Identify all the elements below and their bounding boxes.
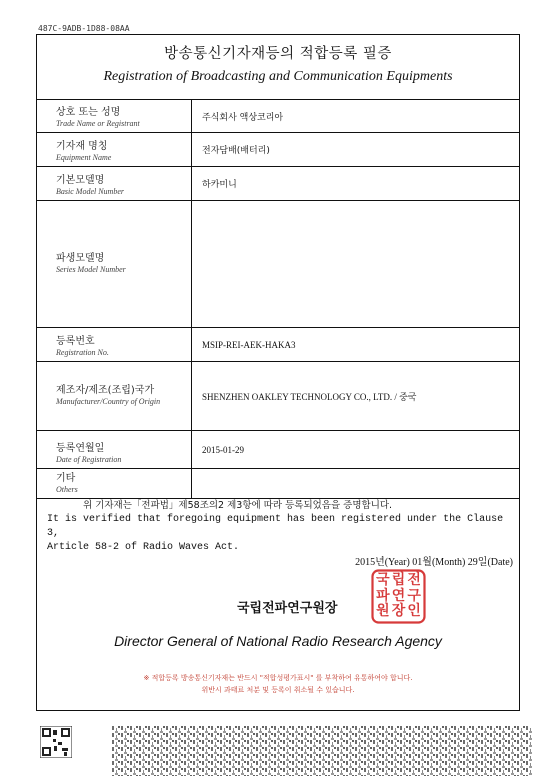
row-label [37, 362, 192, 430]
row-value: MSIP-REI-AEK-HAKA3 [202, 339, 296, 350]
certificate-frame [36, 34, 520, 711]
label-english: Manufacturer/Country of Origin [56, 397, 161, 406]
row-series-model [37, 201, 519, 328]
row-label [37, 133, 192, 166]
document-code: 487C-9ADB-1D88-08AA [38, 24, 130, 33]
qr-code-icon [40, 726, 72, 758]
row-label [37, 100, 192, 132]
label-korean: 제조자/제조(조립)국가 [56, 385, 155, 396]
row-label [37, 469, 192, 498]
seal-char: 립 [391, 572, 406, 588]
seal-char: 전 [407, 572, 421, 588]
security-barcode-pattern [112, 726, 532, 776]
seal-char: 국 [376, 572, 390, 588]
row-manufacturer [37, 362, 519, 431]
label-english: Series Model Number [56, 265, 126, 274]
row-registration-no [37, 328, 519, 362]
label-korean: 기자재 명칭 [56, 141, 108, 152]
seal-char: 파 [376, 587, 390, 604]
notice-text [37, 672, 519, 696]
notice-line-1: ※ 적합등록 방송통신기자재는 반드시 "적합성평가표시" 를 부착하여 유통하여야 합니다. [143, 674, 413, 682]
label-english: Trade Name or Registrant [56, 119, 140, 128]
row-value [192, 469, 519, 498]
row-label [37, 167, 192, 200]
issuer-korean: 국립전파연구원장 [237, 601, 338, 616]
statement-korean: 위 기자재는「전파법」제58조의2 제3항에 따라 등록되었음을 증명합니다. [83, 500, 393, 511]
issue-date: 2015년(Year) 01월(Month) 29일(Date) [355, 557, 513, 568]
row-value: 하카미니 [202, 180, 237, 190]
label-english: Registration No. [56, 348, 109, 357]
title-english: Registration of Broadcasting and Communication Equipments [103, 69, 453, 84]
row-trade-name [37, 100, 519, 133]
statement-english-line-2: Article 58-2 of Radio Waves Act. [47, 542, 240, 553]
seal-char: 원 [376, 603, 390, 620]
row-label [37, 201, 192, 327]
label-english: Date of Registration [56, 455, 122, 464]
registration-table [37, 99, 519, 499]
row-value: SHENZHEN OAKLEY TECHNOLOGY CO., LTD. / 중국 [202, 391, 417, 402]
official-seal-stamp [371, 569, 426, 624]
label-english: Equipment Name [56, 153, 112, 162]
row-value: 전자담배(배터리) [202, 146, 270, 156]
seal-lettering [375, 573, 422, 620]
seal-char: 연 [391, 587, 406, 604]
label-english: Others [56, 485, 78, 494]
title-korean: 방송통신기자재등의 적합등록 필증 [164, 46, 392, 62]
label-korean: 등록번호 [56, 336, 95, 347]
label-korean: 상호 또는 성명 [56, 107, 121, 118]
label-korean: 기본모델명 [56, 175, 105, 186]
label-korean: 기타 [56, 473, 76, 484]
row-value: 주식회사 액상코리아 [202, 112, 284, 123]
row-others [37, 469, 519, 499]
row-value [192, 201, 519, 327]
seal-char: 장 [391, 603, 406, 620]
issuer-english: Director General of National Radio Research Agency [114, 633, 442, 649]
row-label [37, 431, 192, 468]
label-korean: 등록연월일 [56, 443, 105, 454]
row-label [37, 328, 192, 361]
notice-line-2: 위반시 과태료 처분 및 등록이 취소될 수 있습니다. [201, 686, 355, 694]
label-korean: 파생모델명 [56, 253, 105, 264]
statement-english-line-1: It is verified that foregoing equipment has been registered under the Clause 3, [47, 514, 504, 539]
seal-char: 인 [407, 603, 421, 620]
certification-statement [37, 499, 519, 555]
seal-char: 구 [407, 587, 421, 604]
label-english: Basic Model Number [56, 187, 124, 196]
row-basic-model [37, 167, 519, 201]
row-value: 2015-01-29 [202, 444, 244, 455]
row-equipment-name [37, 133, 519, 167]
row-registration-date [37, 431, 519, 469]
